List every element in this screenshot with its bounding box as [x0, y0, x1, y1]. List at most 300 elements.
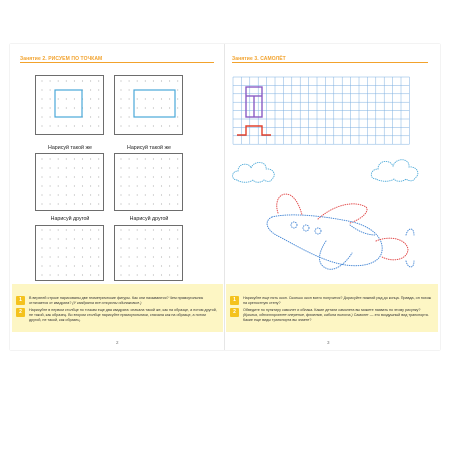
grid-dot — [41, 176, 42, 177]
grid-dot — [90, 98, 91, 99]
grid-dot — [41, 229, 42, 230]
grid-dot — [66, 238, 67, 239]
grid-dot — [145, 247, 146, 248]
grid-dot — [120, 98, 121, 99]
caption-draw-other-2: Нарисуй другой — [129, 216, 169, 222]
grid-dot — [161, 176, 162, 177]
grid-dot — [41, 98, 42, 99]
cloud-right — [370, 155, 424, 185]
left-tasks-band — [12, 284, 223, 332]
grid-dot — [74, 256, 75, 257]
grid-dot — [41, 125, 42, 126]
page-fold — [224, 44, 225, 350]
grid-dot — [161, 274, 162, 275]
grid-dot — [161, 247, 162, 248]
grid-dot — [120, 194, 121, 195]
grid-dot — [82, 265, 83, 266]
grid-dot — [66, 194, 67, 195]
left-title-rule — [20, 62, 214, 63]
grid-dot — [129, 158, 130, 159]
grid-dot — [82, 158, 83, 159]
grid-dot — [137, 229, 138, 230]
grid-dot — [120, 265, 121, 266]
grid-dot — [177, 256, 178, 257]
grid-dot — [50, 238, 51, 239]
airplane-tail — [277, 194, 302, 215]
grid-dot — [74, 125, 75, 126]
grid-dot — [129, 80, 130, 81]
grid-dot — [153, 247, 154, 248]
right-task-2 — [230, 308, 432, 323]
grid-dot — [41, 247, 42, 248]
grid-dot — [58, 80, 59, 81]
task-number-badge: 2 — [230, 308, 239, 317]
grid-dot — [129, 229, 130, 230]
grid-dot — [137, 98, 138, 99]
grid-dot — [58, 185, 59, 186]
airplane-dotted — [258, 183, 428, 275]
grid-dot — [98, 194, 99, 195]
grid-dot — [120, 167, 121, 168]
grid-dot — [98, 265, 99, 266]
grid-dot — [145, 125, 146, 126]
grid-dot — [41, 80, 42, 81]
grid-dot — [90, 256, 91, 257]
task-text: Обведите по пунктиру самолет и облака. Какие детали самолета вы можете назвать по этому рисунку? (Крылья, одностороннее оперение, фюзеляж, кабина пилота.) Самолет — это воздушный вид транспорта. Какие еще виды транспорта вы знаете? — [243, 308, 429, 322]
dot-grid-rect-sample — [115, 76, 182, 134]
grid-dot — [66, 98, 67, 99]
grid-dot — [153, 238, 154, 239]
grid-dot — [177, 80, 178, 81]
grid-dot — [74, 274, 75, 275]
grid-dot — [129, 98, 130, 99]
grid-dot — [169, 247, 170, 248]
grid-dot — [169, 176, 170, 177]
grid-dot — [90, 107, 91, 108]
draw-same-square-panel[interactable] — [35, 153, 104, 211]
grid-dot — [90, 185, 91, 186]
grid-dot — [90, 274, 91, 275]
grid-dot — [129, 203, 130, 204]
grid-dot — [177, 167, 178, 168]
grid-dot — [120, 274, 121, 275]
right-page-number: 3 — [327, 340, 330, 345]
grid-dot — [153, 80, 154, 81]
grid-dot — [82, 125, 83, 126]
grid-dot — [153, 158, 154, 159]
grid-dot — [82, 256, 83, 257]
grid-dot — [58, 265, 59, 266]
grid-dot — [58, 158, 59, 159]
grid-dot — [58, 167, 59, 168]
grid-dot — [161, 158, 162, 159]
grid-dot — [137, 194, 138, 195]
grid-dot — [177, 125, 178, 126]
grid-dot — [137, 176, 138, 177]
grid-dot — [66, 107, 67, 108]
grid-dot — [98, 158, 99, 159]
sample-rectangle — [134, 90, 175, 117]
grid-dot — [82, 194, 83, 195]
grid-dot — [145, 185, 146, 186]
grid-dot — [161, 238, 162, 239]
grid-dot — [74, 167, 75, 168]
grid-dot — [66, 229, 67, 230]
grid-dot — [50, 89, 51, 90]
grid-dot — [74, 107, 75, 108]
grid-dot — [90, 116, 91, 117]
dot-grid-square-sample — [36, 76, 103, 134]
dot-grid — [115, 226, 182, 280]
grid-dot — [41, 265, 42, 266]
grid-dot — [98, 238, 99, 239]
grid-dot — [90, 89, 91, 90]
grid-dot — [177, 247, 178, 248]
draw-other-square-panel[interactable] — [35, 225, 104, 281]
grid-dot — [74, 98, 75, 99]
cloud-left — [231, 158, 281, 186]
grid-dot — [120, 176, 121, 177]
grid-dot — [129, 274, 130, 275]
grid-dot — [145, 158, 146, 159]
castle-grid — [233, 77, 413, 145]
grid-dot — [169, 80, 170, 81]
grid-dot — [50, 125, 51, 126]
grid-dot — [50, 256, 51, 257]
grid-dot — [177, 203, 178, 204]
grid-dot — [58, 125, 59, 126]
grid-dot — [129, 185, 130, 186]
grid-dot — [58, 229, 59, 230]
grid-dot — [98, 176, 99, 177]
grid-dot — [41, 116, 42, 117]
grid-dot — [129, 265, 130, 266]
grid-dot — [90, 125, 91, 126]
grid-dot — [98, 107, 99, 108]
grid-dot — [153, 167, 154, 168]
grid-dot — [120, 125, 121, 126]
caption-draw-same-2: Нарисуй такой же — [127, 145, 171, 151]
grid-dot — [50, 167, 51, 168]
task-number-badge: 1 — [230, 296, 239, 305]
grid-dot — [145, 229, 146, 230]
grid-dot — [145, 176, 146, 177]
grid-dot — [82, 185, 83, 186]
grid-dot — [74, 176, 75, 177]
grid-dot — [169, 274, 170, 275]
task-number-badge: 1 — [16, 296, 25, 305]
grid-dot — [120, 229, 121, 230]
grid-dot — [82, 247, 83, 248]
grid-dot — [74, 247, 75, 248]
left-page-number: 2 — [116, 340, 119, 345]
grid-dot — [90, 158, 91, 159]
grid-dot — [41, 185, 42, 186]
grid-dot — [145, 238, 146, 239]
grid-dot — [98, 116, 99, 117]
grid-dot — [120, 247, 121, 248]
grid-dot — [137, 265, 138, 266]
grid-dot — [137, 247, 138, 248]
grid-dot — [153, 185, 154, 186]
grid-dot — [120, 116, 121, 117]
grid-dot — [50, 274, 51, 275]
grid-dot — [66, 247, 67, 248]
grid-dot — [161, 98, 162, 99]
square-sample-panel — [35, 75, 104, 135]
task-text: Нарисуйте еще пять окон. Сколько окон всего получится? Дорисуйте нижний ряд до конца. Правда, он похож на крепостную стену? — [243, 296, 432, 305]
grid-dot — [177, 274, 178, 275]
grid-dot — [120, 80, 121, 81]
dot-grid — [115, 154, 182, 210]
grid-dot — [90, 80, 91, 81]
grid-dot — [74, 185, 75, 186]
grid-dot — [137, 125, 138, 126]
grid-dot — [129, 238, 130, 239]
grid-dot — [82, 203, 83, 204]
grid-dot — [58, 238, 59, 239]
grid-dot — [98, 80, 99, 81]
grid-dot — [74, 203, 75, 204]
grid-dot — [161, 194, 162, 195]
grid-dot — [137, 185, 138, 186]
right-task-1 — [230, 296, 432, 306]
grid-dot — [74, 238, 75, 239]
grid-dot — [129, 247, 130, 248]
grid-dot — [82, 80, 83, 81]
grid-dot — [50, 185, 51, 186]
grid-dot — [153, 125, 154, 126]
airplane-fuselage — [267, 215, 382, 266]
draw-other-rect-panel[interactable] — [114, 225, 183, 281]
grid-dot — [145, 167, 146, 168]
grid-dot — [98, 167, 99, 168]
grid-dot — [58, 98, 59, 99]
grid-dot — [82, 274, 83, 275]
grid-dot — [74, 265, 75, 266]
grid-dot — [41, 203, 42, 204]
grid-dot — [90, 176, 91, 177]
grid-dot — [82, 167, 83, 168]
task-text: Нарисуйте в первом столбце по точкам еще два квадрата: сначала такой же, как на образце, а потом другой, не такой, как образец. Во втором столбце нарисуйте прямоугольники, сначала как на образце, а потом другой, не такой, как образец. — [29, 308, 217, 322]
caption-draw-same-1: Нарисуй такой же — [48, 145, 92, 151]
grid-dot — [169, 203, 170, 204]
grid-dot — [66, 176, 67, 177]
grid-dot — [66, 203, 67, 204]
grid-dot — [161, 125, 162, 126]
grid-dot — [82, 176, 83, 177]
grid-dot — [153, 274, 154, 275]
grid-dot — [145, 265, 146, 266]
grid-dot — [58, 194, 59, 195]
grid-dot — [169, 167, 170, 168]
grid-dot — [137, 107, 138, 108]
grid-dot — [129, 167, 130, 168]
grid-dot — [169, 238, 170, 239]
draw-same-rect-panel[interactable] — [114, 153, 183, 211]
grid-dot — [169, 194, 170, 195]
grid-dot — [66, 158, 67, 159]
grid-dot — [129, 107, 130, 108]
task-text: В верхней строке нарисованы две геометрические фигуры. Как они называются? Чем прямоугольник отличается от квадрата? (У квадрата все стороны одинаковые.) — [29, 296, 204, 305]
grid-dot — [145, 274, 146, 275]
grid-dot — [120, 107, 121, 108]
grid-dot — [177, 158, 178, 159]
grid-dot — [98, 229, 99, 230]
grid-dot — [161, 107, 162, 108]
grid-dot — [145, 256, 146, 257]
airplane-window-3 — [315, 228, 321, 234]
grid-dot — [66, 185, 67, 186]
grid-dot — [58, 256, 59, 257]
right-lesson-title: Занятие 3. САМОЛЁТ — [232, 56, 286, 62]
right-tasks-band — [226, 284, 438, 332]
grid-dot — [137, 203, 138, 204]
grid-dot — [98, 256, 99, 257]
grid-dot — [41, 274, 42, 275]
grid-dot — [161, 80, 162, 81]
grid-dot — [161, 256, 162, 257]
grid-dot — [41, 194, 42, 195]
grid-dot — [177, 185, 178, 186]
grid-dot — [50, 116, 51, 117]
rectangle-sample-panel — [114, 75, 183, 135]
grid-dot — [120, 256, 121, 257]
grid-dot — [169, 229, 170, 230]
caption-draw-other-1: Нарисуй другой — [50, 216, 90, 222]
grid-dot — [129, 256, 130, 257]
grid-dot — [145, 194, 146, 195]
grid-dot — [90, 167, 91, 168]
grid-dot — [169, 256, 170, 257]
grid-dot — [145, 80, 146, 81]
grid-dot — [161, 167, 162, 168]
grid-dot — [41, 158, 42, 159]
grid-dot — [41, 167, 42, 168]
grid-dot — [90, 194, 91, 195]
grid-dot — [177, 116, 178, 117]
airplane-cockpit — [350, 225, 376, 235]
grid-dot — [120, 89, 121, 90]
grid-dot — [58, 176, 59, 177]
grid-dot — [153, 194, 154, 195]
grid-dot — [50, 158, 51, 159]
grid-dot — [169, 98, 170, 99]
left-task-2 — [16, 308, 217, 323]
left-task-1 — [16, 296, 217, 306]
grid-dot — [98, 203, 99, 204]
grid-dot — [74, 158, 75, 159]
grid-dot — [82, 229, 83, 230]
grid-dot — [145, 203, 146, 204]
grid-dot — [58, 107, 59, 108]
grid-dot — [90, 238, 91, 239]
grid-dot — [137, 238, 138, 239]
grid-dot — [58, 247, 59, 248]
grid-dot — [137, 80, 138, 81]
grid-dot — [169, 125, 170, 126]
grid-dot — [82, 238, 83, 239]
grid-dot — [50, 265, 51, 266]
grid-dot — [98, 125, 99, 126]
grid-dot — [41, 89, 42, 90]
grid-dot — [66, 265, 67, 266]
airplane-window-1 — [291, 222, 297, 228]
grid-dot — [50, 203, 51, 204]
grid-dot — [98, 247, 99, 248]
left-lesson-title: Занятие 2. РИСУЕМ ПО ТОЧКАМ — [20, 56, 103, 62]
grid-dot — [90, 265, 91, 266]
grid-dot — [74, 80, 75, 81]
grid-dot — [177, 89, 178, 90]
grid-dot — [90, 247, 91, 248]
grid-dot — [161, 185, 162, 186]
grid-dot — [129, 116, 130, 117]
grid-dot — [98, 185, 99, 186]
grid-dot — [120, 203, 121, 204]
grid-dot — [74, 194, 75, 195]
grid-dot — [153, 107, 154, 108]
grid-dot — [66, 80, 67, 81]
grid-dot — [169, 158, 170, 159]
grid-dot — [161, 265, 162, 266]
grid-dot — [66, 256, 67, 257]
grid-dot — [129, 176, 130, 177]
grid-dot — [50, 247, 51, 248]
dot-grid — [36, 154, 103, 210]
grid-dot — [129, 89, 130, 90]
grid-dot — [50, 194, 51, 195]
grid-dot — [153, 256, 154, 257]
grid-dot — [153, 176, 154, 177]
grid-dot — [177, 194, 178, 195]
grid-dot — [50, 80, 51, 81]
airplane-propeller — [406, 229, 414, 267]
grid-dot — [50, 176, 51, 177]
grid-dot — [50, 98, 51, 99]
task-number-badge: 2 — [16, 308, 25, 317]
grid-dot — [137, 167, 138, 168]
grid-dot — [41, 256, 42, 257]
grid-dot — [177, 238, 178, 239]
grid-dot — [177, 98, 178, 99]
grid-dot — [120, 185, 121, 186]
grid-dot — [90, 203, 91, 204]
grid-dot — [98, 89, 99, 90]
grid-dot — [66, 167, 67, 168]
grid-dot — [137, 274, 138, 275]
grid-dot — [145, 107, 146, 108]
grid-dot — [161, 229, 162, 230]
grid-dot — [50, 229, 51, 230]
grid-dot — [177, 107, 178, 108]
grid-dot — [98, 274, 99, 275]
grid-dot — [50, 107, 51, 108]
grid-dot — [169, 265, 170, 266]
grid-dot — [153, 229, 154, 230]
grid-dot — [129, 125, 130, 126]
grid-dot — [169, 107, 170, 108]
grid-dot — [137, 256, 138, 257]
grid-dot — [177, 265, 178, 266]
right-title-rule — [232, 62, 428, 63]
grid-dot — [58, 274, 59, 275]
airplane-window-2 — [303, 225, 309, 231]
grid-dot — [177, 229, 178, 230]
grid-dot — [145, 98, 146, 99]
grid-dot — [66, 125, 67, 126]
grid-dot — [161, 203, 162, 204]
